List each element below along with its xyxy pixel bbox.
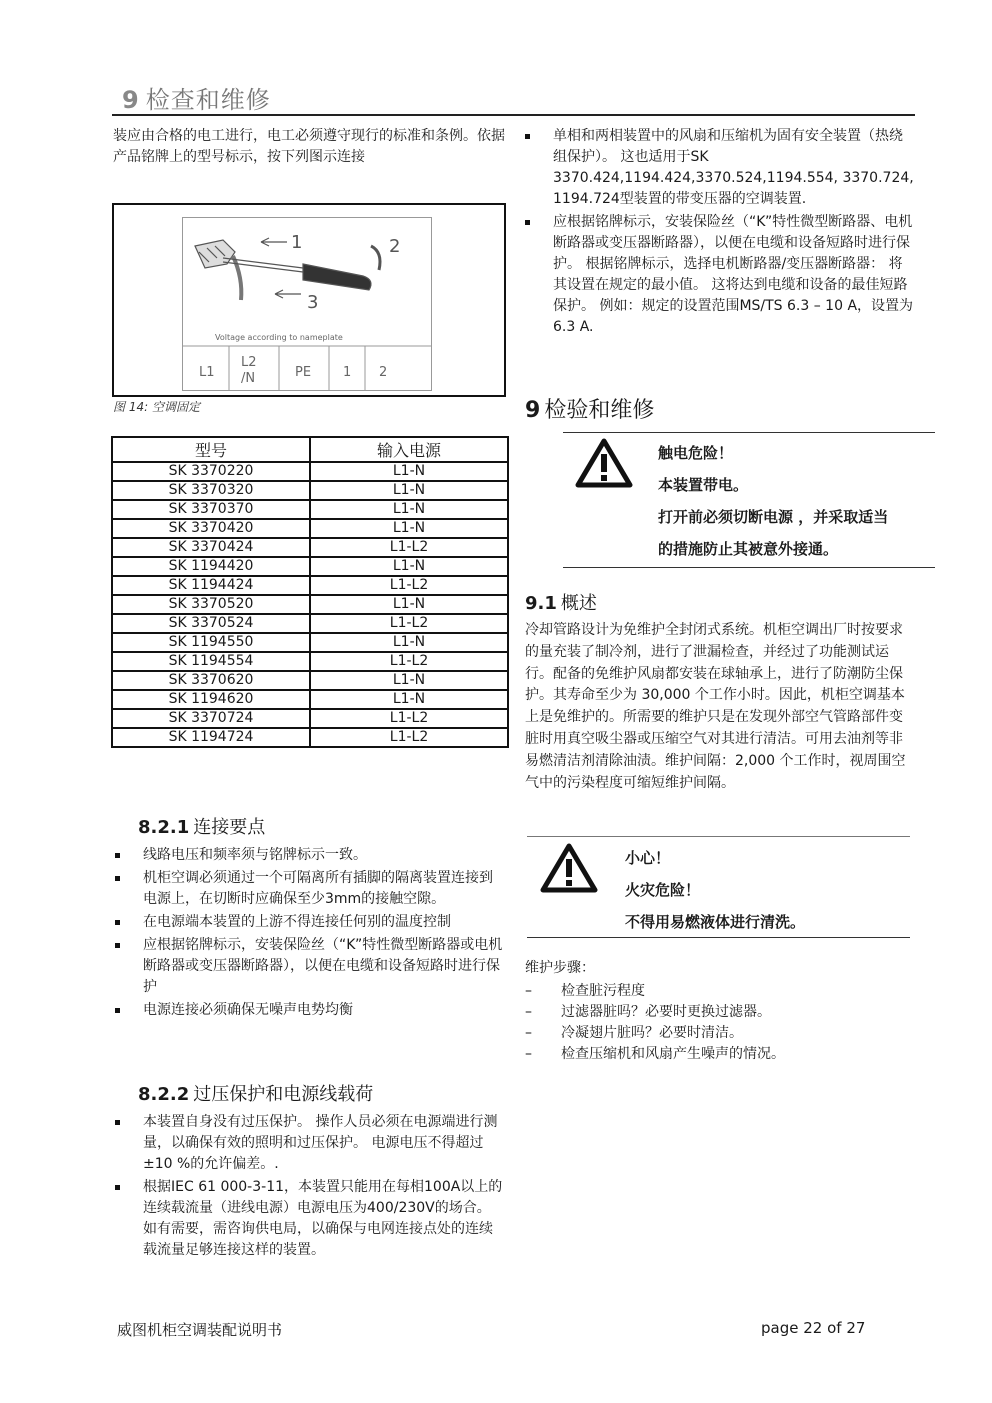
warning-line: 打开前必须切断电源 ，并采取适当 — [658, 508, 889, 526]
model-cell: SK 1194550 — [112, 633, 310, 652]
warning-line: 触电危险！ — [658, 444, 734, 462]
list-item — [113, 845, 503, 866]
bullet-icon — [115, 1008, 120, 1013]
model-cell: SK 3370420 — [112, 519, 310, 538]
dash-marker: – — [525, 1004, 532, 1020]
section-number: 9 — [122, 86, 140, 114]
figure-label-2: 2 — [389, 236, 401, 257]
page-title — [122, 80, 271, 115]
terminal-label: 1 — [343, 365, 352, 380]
wiring-figure — [112, 203, 506, 397]
warning-line: 火灾危险！ — [625, 881, 701, 899]
bullet-icon — [115, 920, 120, 925]
bullet-icon — [115, 1120, 120, 1125]
list-item — [113, 1177, 503, 1261]
dash-marker: – — [525, 1046, 532, 1062]
list-item-text: 检查压缩机和风扇产生噪声的情况。 — [561, 1046, 785, 1062]
list-item — [523, 212, 915, 338]
nameplate-note: Voltage according to nameplate — [215, 333, 343, 342]
heading-number: 8.2.2 — [138, 1084, 190, 1105]
screwdriver-diagram-icon — [183, 218, 431, 390]
power-cell: L1-L2 — [310, 614, 508, 633]
power-cell: L1-N — [310, 595, 508, 614]
model-cell: SK 3370620 — [112, 671, 310, 690]
warning-line: 的措施防止其被意外接通。 — [658, 540, 839, 558]
model-table — [111, 436, 509, 748]
fire-hazard-warning — [625, 842, 915, 938]
model-cell: SK 3370524 — [112, 614, 310, 633]
table-row — [112, 481, 508, 500]
model-cell: SK 3370424 — [112, 538, 310, 557]
power-cell: L1-N — [310, 481, 508, 500]
heading-number: 9.1 — [525, 593, 557, 614]
bullet-icon — [525, 134, 530, 139]
table-row — [112, 633, 508, 652]
dash-marker: – — [525, 983, 532, 999]
list-item-text: 机柜空调必须通过一个可隔离所有插脚的隔离装置连接到电源上，在切断时应确保至少3mm的接触空隙。 — [143, 870, 493, 907]
list-item-text: 电源连接必须确保无噪声电势均衡 — [143, 1002, 353, 1018]
model-cell: SK 3370724 — [112, 709, 310, 728]
power-cell: L1-N — [310, 462, 508, 481]
list-item-text: 应根据铭牌标示，安装保险丝（“K”特性微型断路器、电机断路器或变压器断路器），以便在电缆和设备短路时进行保护。 根据铭牌标示，选择电机断路器/变压器断路器： 将其设置在规定的最小值。 这将达到电缆和设备的最佳短路保护。 例如：规定的设置范围MS/TS 6.3 – 10 A，设置为 6.3 A. — [553, 214, 914, 335]
power-cell: L1-N — [310, 633, 508, 652]
warning-line: 本装置带电。 — [658, 476, 749, 494]
terminal-label: L1 — [199, 365, 215, 380]
table-row — [112, 500, 508, 519]
list-item — [113, 868, 503, 910]
column-header-power: 输入电源 — [310, 437, 508, 462]
electric-shock-warning — [658, 437, 938, 565]
list-item — [523, 126, 915, 210]
warning-bottom-rule — [563, 567, 935, 568]
table-row — [112, 671, 508, 690]
list-item-text: 过滤器脏吗？必要时更换过滤器。 — [561, 1004, 771, 1020]
intro-paragraph: 装应由合格的电工进行，电工必须遵守现行的标准和条例。依据产品铭牌上的型号标示，按下列图示连接 — [113, 128, 505, 165]
heading-9 — [525, 393, 654, 424]
footer-document-title: 威图机柜空调装配说明书 — [117, 1321, 283, 1339]
connection-points-list — [113, 845, 503, 1023]
list-item-text: 本装置自身没有过压保护。 操作人员必须在电源端进行测量，以确保有效的照明和过压保护。 电源电压不得超过±10 %的允许偏差。. — [143, 1114, 498, 1172]
terminal-label: 2 — [379, 365, 388, 380]
power-cell: L1-L2 — [310, 576, 508, 595]
caution-bottom-rule — [527, 937, 910, 938]
title-rule — [112, 114, 915, 116]
list-item — [525, 1044, 915, 1065]
table-row — [112, 728, 508, 747]
warning-top-rule — [563, 432, 935, 433]
figure-drawing — [182, 217, 432, 391]
warning-icon — [575, 437, 633, 493]
power-cell: L1-N — [310, 557, 508, 576]
table-header-row — [112, 437, 508, 462]
caution-icon — [540, 842, 598, 898]
bullet-icon — [115, 876, 120, 881]
list-item-text: 在电源端本装置的上游不得连接任何别的温度控制 — [143, 914, 451, 930]
model-cell: SK 1194620 — [112, 690, 310, 709]
power-cell: L1-L2 — [310, 652, 508, 671]
table-row — [112, 576, 508, 595]
list-item-text: 线路电压和频率须与铭牌标示一致。 — [143, 847, 367, 863]
power-cell: L1-L2 — [310, 538, 508, 557]
section-title: 检查和维修 — [145, 86, 271, 114]
figure-label-1: 1 — [291, 232, 303, 253]
warning-line: 不得用易燃液体进行清洗。 — [625, 913, 806, 931]
bullet-icon — [115, 853, 120, 858]
list-item — [113, 912, 503, 933]
power-cell: L1-N — [310, 690, 508, 709]
table-row — [112, 652, 508, 671]
model-cell: SK 3370320 — [112, 481, 310, 500]
list-item-text: 单相和两相装置中的风扇和压缩机为固有安全装置（热绕组保护）。 这也适用于SK 3370.424,1194.424,3370.524,1194.554, 3370.724, 1194.724型装置的带变压器的空调装置. — [553, 128, 914, 207]
heading-8-2-1 — [138, 813, 265, 839]
list-item — [525, 981, 915, 1002]
dash-marker: – — [525, 1025, 532, 1041]
list-item — [113, 935, 503, 998]
list-item-text: 检查脏污程度 — [561, 983, 645, 999]
power-cell: L1-L2 — [310, 728, 508, 747]
model-cell: SK 3370520 — [112, 595, 310, 614]
table-row — [112, 557, 508, 576]
table-row — [112, 690, 508, 709]
warning-line: 小心！ — [625, 849, 671, 867]
table-row — [112, 538, 508, 557]
heading-9-1 — [525, 589, 597, 615]
terminal-label: PE — [295, 365, 312, 380]
heading-text: 检验和维修 — [544, 398, 655, 423]
table-row — [112, 595, 508, 614]
maintenance-heading: 维护步骤： — [525, 960, 595, 976]
list-item-text: 根据IEC 61 000-3-11，本装置只能用在每相100A以上的连续载流量（进线电源）电源电压为400/230V的场合。如有需要，需咨询供电局，以确保与电网连接点处的连续载流量足够连接这样的装置。 — [143, 1179, 503, 1258]
table-row — [112, 519, 508, 538]
power-cell: L1-L2 — [310, 709, 508, 728]
power-cell: L1-N — [310, 500, 508, 519]
footer-page-number: page 22 of 27 — [761, 1319, 866, 1337]
heading-text: 过压保护和电源线载荷 — [193, 1084, 374, 1105]
overview-paragraph: 冷却管路设计为免维护全封闭式系统。机柜空调出厂时按要求的量充装了制冷剂，进行了泄漏检查，并经过了功能测试运行。配备的免维护风扇都安装在球轴承上，进行了防潮防尘保护。其寿命至少为 30,000 个工作小时。因此，机柜空调基本上是免维护的。所需要的维护只是在发现外部空气管路部件变脏时用真空吸尘器或压缩空气对其进行清洁。可用去油剂等非易燃清洁剂清除油渍。维护间隔：2,000 个工作时，视周围空气中的污染程度可缩短维护间隔。 — [525, 622, 906, 791]
model-cell: SK 1194724 — [112, 728, 310, 747]
list-item-text: 冷凝翅片脏吗？必要时清洁。 — [561, 1025, 743, 1041]
figure-label-3: 3 — [307, 292, 319, 313]
heading-text: 概述 — [560, 593, 597, 614]
list-item-text: 应根据铭牌标示，安装保险丝（“K”特性微型断路器或电机断路器或变压器断路器），以便在电缆和设备短路时进行保护 — [143, 937, 503, 995]
list-item — [113, 1112, 503, 1175]
table-row — [112, 614, 508, 633]
list-item — [525, 1023, 915, 1044]
protection-list — [523, 126, 915, 340]
power-cell: L1-N — [310, 519, 508, 538]
overvoltage-list — [113, 1112, 503, 1263]
bullet-icon — [525, 220, 530, 225]
bullet-icon — [115, 1185, 120, 1190]
model-cell: SK 3370370 — [112, 500, 310, 519]
table-row — [112, 462, 508, 481]
heading-text: 连接要点 — [193, 817, 266, 838]
caution-top-rule — [527, 836, 910, 837]
terminal-label: L2 /N — [241, 355, 257, 386]
maintenance-steps-list — [525, 981, 915, 1065]
model-cell: SK 1194554 — [112, 652, 310, 671]
list-item — [113, 1000, 503, 1021]
column-header-model: 型号 — [112, 437, 310, 462]
figure-caption: 图 14: 空调固定 — [113, 400, 200, 414]
heading-8-2-2 — [138, 1080, 373, 1106]
table-row — [112, 709, 508, 728]
heading-number: 9 — [525, 398, 541, 423]
power-cell: L1-N — [310, 671, 508, 690]
bullet-icon — [115, 943, 120, 948]
list-item — [525, 1002, 915, 1023]
model-cell: SK 3370220 — [112, 462, 310, 481]
model-cell: SK 1194420 — [112, 557, 310, 576]
heading-number: 8.2.1 — [138, 817, 190, 838]
model-cell: SK 1194424 — [112, 576, 310, 595]
